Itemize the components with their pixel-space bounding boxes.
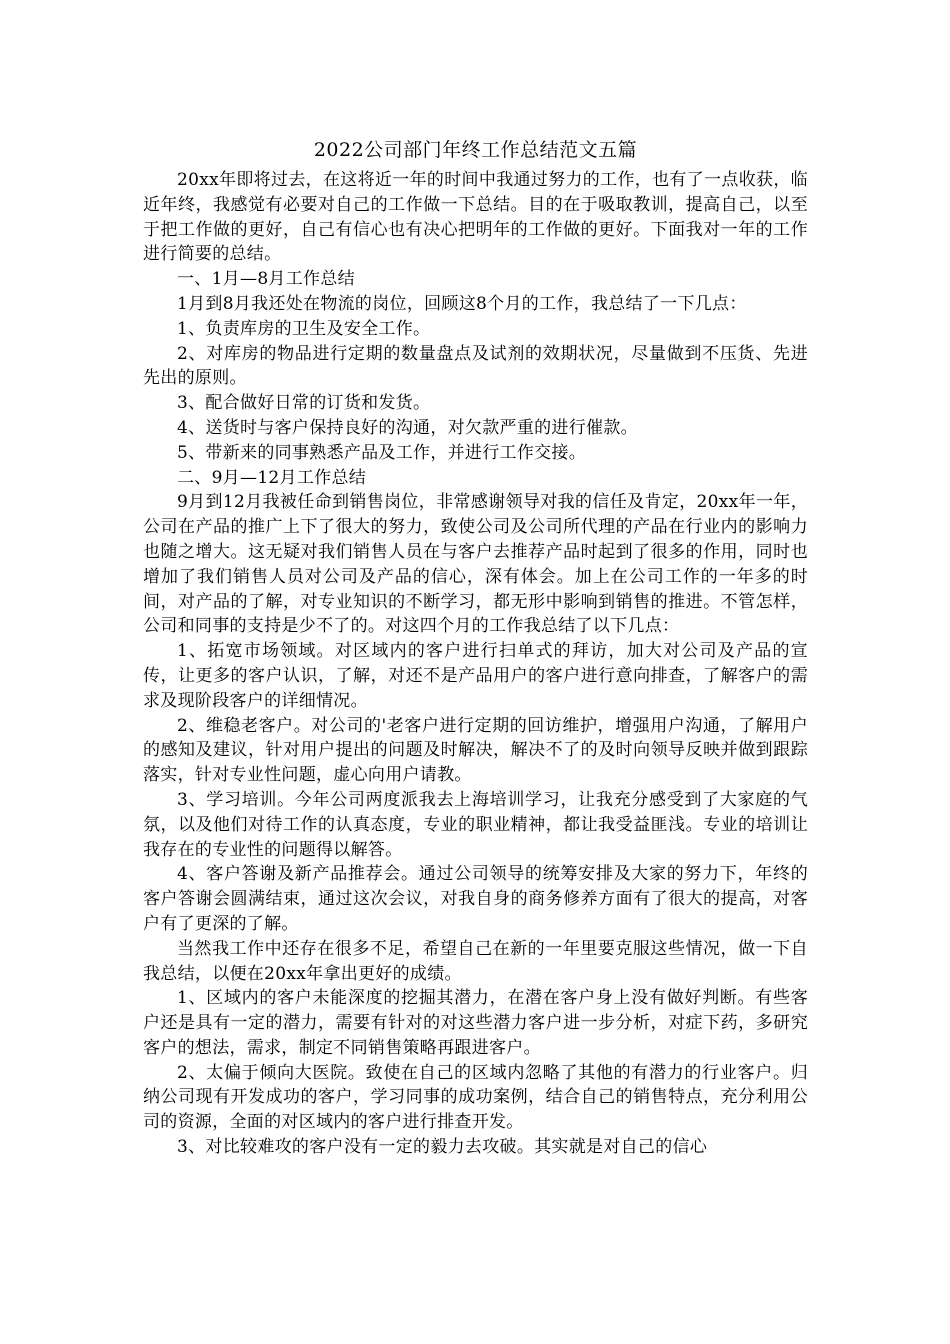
- list-item: 2、对库房的物品进行定期的数量盘点及试剂的效期状况，尽量做到不压货、先进先出的原则。: [143, 343, 808, 389]
- section-heading: 一、1月—8月工作总结: [177, 269, 355, 290]
- list-item: 2、太偏于倾向大医院。致使在自己的区域内忽略了其他的有潜力的行业客户。归纳公司现有开发成功的客户，学习同事的成功案例，结合自己的销售特点，充分利用公司的资源，全面的对区域内的客户进行排查开发。: [143, 1062, 808, 1133]
- list-item: 2、维稳老客户。对公司的'老客户进行定期的回访维护，增强用户沟通，了解用户的感知及建议，针对用户提出的问题及时解决，解决不了的及时向领导反映并做到跟踪落实，针对专业性问题，虚心向用户请教。: [143, 715, 808, 786]
- section-heading: 二、9月—12月工作总结: [177, 467, 367, 488]
- paragraph: 20xx年即将过去，在这将近一年的时间中我通过努力的工作，也有了一点收获，临近年终，我感觉有必要对自己的工作做一下总结。目的在于吸取教训，提高自己，以至于把工作做的更好，自己有信心也有决心把明年的工作做的更好。下面我对一年的工作进行简要的总结。: [143, 170, 808, 265]
- list-item: 4、送货时与客户保持良好的沟通，对欠款严重的进行催款。: [177, 417, 638, 438]
- list-item: 1、负责库房的卫生及安全工作。: [177, 318, 431, 339]
- list-item: 5、带新来的同事熟悉产品及工作，并进行工作交接。: [177, 442, 587, 463]
- paragraph: 1月到8月我还处在物流的岗位，回顾这8个月的工作，我总结了一下几点：: [177, 293, 747, 314]
- list-item: 3、配合做好日常的订货和发货。: [177, 393, 431, 414]
- paragraph: 9月到12月我被任命到销售岗位，非常感谢领导对我的信任及肯定，20xx年一年，公司在产品的推广上下了很大的努力，致使公司及公司所代理的产品在行业内的影响力也随之增大。这无疑对我们销售人员在与客户去推荐产品时起到了很多的作用，同时也增加了我们销售人员对公司及产品的信心，深有体会。加上在公司工作的一年多的时间，对产品的了解，对专业知识的不断学习，都无形中影响到销售的推进。不管怎样，公司和同事的支持是少不了的。对这四个月的工作我总结了以下几点：: [143, 492, 808, 637]
- paragraph: 当然我工作中还存在很多不足，希望自己在新的一年里要克服这些情况，做一下自我总结，以便在20xx年拿出更好的成绩。: [143, 938, 808, 984]
- document-page: [143, 136, 808, 1160]
- document-title: 2022公司部门年终工作总结范文五篇: [313, 139, 638, 161]
- list-item: 4、客户答谢及新产品推荐会。通过公司领导的统筹安排及大家的努力下，年终的客户答谢会圆满结束，通过这次会议，对我自身的商务修养方面有了很大的提高，对客户有了更深的了解。: [143, 864, 808, 934]
- list-item: 3、学习培训。今年公司两度派我去上海培训学习，让我充分感受到了大家庭的气氛，以及他们对待工作的认真态度，专业的职业精神，都让我受益匪浅。专业的培训让我存在的专业性的问题得以解答。: [143, 789, 808, 860]
- list-item: 3、对比较难攻的客户没有一定的毅力去攻破。其实就是对自己的信心: [177, 1137, 708, 1158]
- list-item: 1、区域内的客户未能深度的挖掘其潜力，在潜在客户身上没有做好判断。有些客户还是具有一定的潜力，需要有针对的对这些潜力客户进一步分析，对症下药，多研究客户的想法，需求，制定不同销售策略再跟进客户。: [143, 988, 808, 1058]
- list-item: 1、拓宽市场领域。对区域内的客户进行扫单式的拜访，加大对公司及产品的宣传，让更多的客户认识，了解，对还不是产品用户的客户进行意向排查，了解客户的需求及现阶段客户的详细情况。: [143, 641, 808, 711]
